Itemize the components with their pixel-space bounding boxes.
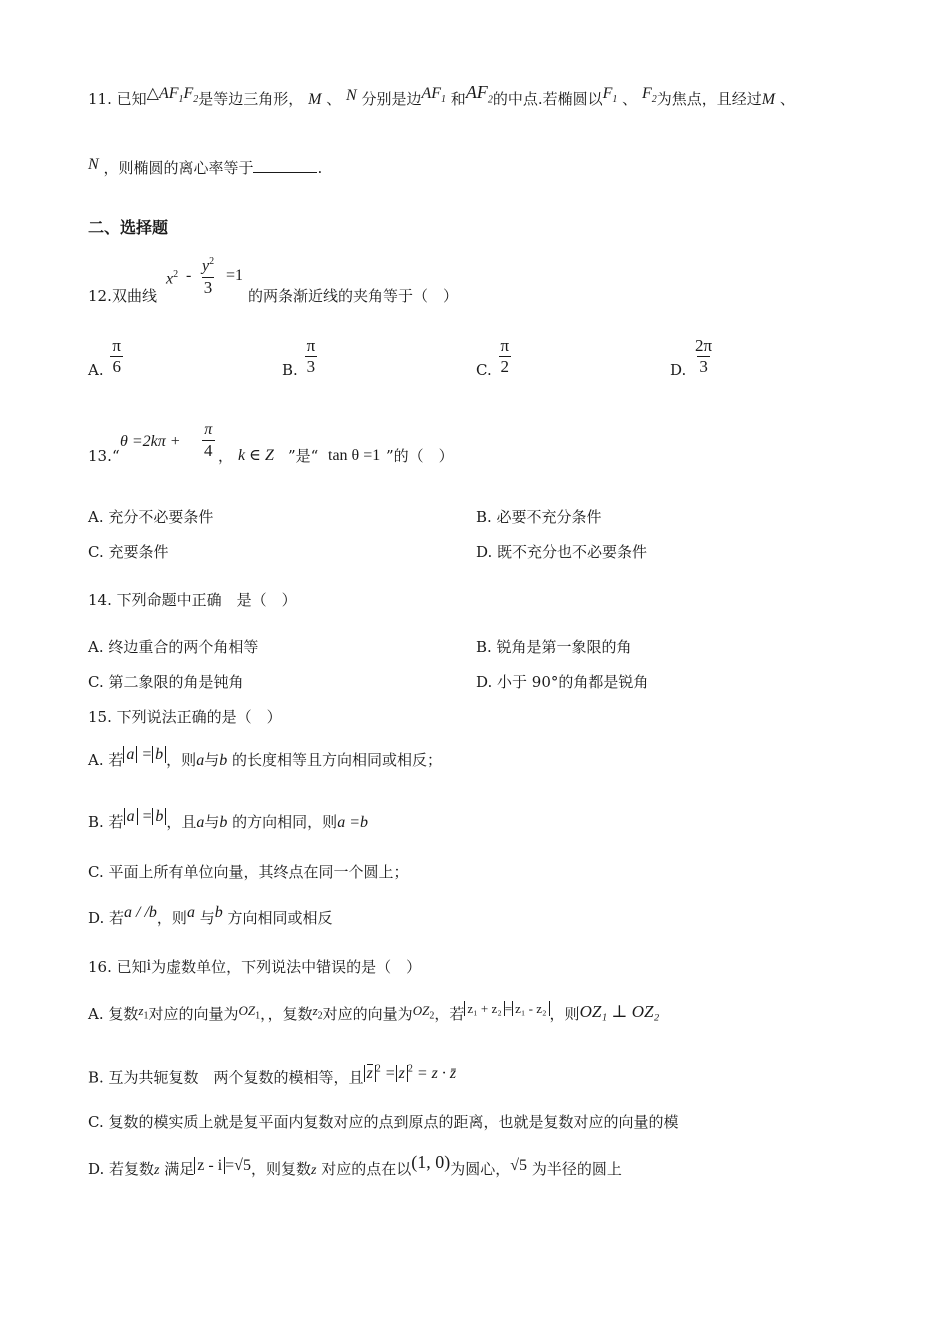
q13-option-a[interactable]: A. 充分不必要条件: [88, 508, 214, 526]
q11-text-4: 的中点.若椭圆以: [492, 90, 603, 108]
q13-option-b[interactable]: B. 必要不充分条件: [476, 508, 602, 526]
q11-answer-blank: [253, 158, 317, 173]
section-heading: 二、选择题: [88, 218, 169, 237]
q11-line1: 11. 已知$\triangle AF_1F_2$是等边三角形， M 、 N 分别是边$AF_1$ 和$AF_2$的中点.若椭圆以$F_1$ 、 $F_2$为焦点，且经过M 、: [88, 82, 795, 108]
q11-text-2: 是等边三角形，: [198, 90, 304, 108]
q11-f1: $F_1$: [602, 85, 618, 106]
q12-text-2: 的两条渐近线的夹角等于（ ）: [248, 287, 459, 305]
q15-stem: 15. 下列说法正确的是（ ）: [88, 708, 282, 726]
q14-option-d[interactable]: D. 小于 90°的角都是锐角: [476, 673, 649, 691]
q14-stem: 14. 下列命题中正确 是（ ）: [88, 591, 297, 609]
q13-option-c[interactable]: C. 充要条件: [88, 543, 169, 561]
q12-option-b[interactable]: B. $\frac{\pi}{3}$: [282, 336, 316, 379]
q14-option-a[interactable]: A. 终边重合的两个角相等: [88, 638, 259, 656]
q11-af2: $AF_2$: [465, 82, 493, 106]
q11-text-3: 分别是边: [361, 90, 422, 108]
q11-n2: N: [88, 156, 99, 173]
q12-number: 12.: [88, 287, 112, 305]
q16-stem: 16. 已知i为虚数单位，下列说法中错误的是（ ）: [88, 957, 422, 976]
q13-tan: tan θ =1: [328, 447, 381, 464]
q11-text-1: 已知: [116, 90, 147, 108]
q11-triangle: $\triangle AF_1F_2$: [146, 85, 199, 106]
q15-option-b[interactable]: B. 若 a = b ，且a与b 的方向相同，则a =b: [88, 808, 368, 831]
q16-option-d[interactable]: D. 若复数z 满足 z - i =√5，则复数z 对应的点在以(1, 0)为圆心，√5 为半径的圆上: [88, 1152, 622, 1178]
q16-option-a[interactable]: A. 复数$z_1$对应的向量为$OZ_1$，，复数$z_2$对应的向量为$OZ_2$，若 z₁ + z₂ = z₁ - z₂ ，则OZ₁ ⊥ OZ₂: [88, 1001, 660, 1023]
q15-option-d[interactable]: D. 若a / /b，则a 与b 方向相同或相反: [88, 904, 333, 927]
q13-fraction: $\frac{\pi}{4}$: [204, 421, 213, 460]
q11-number: 11.: [88, 90, 112, 108]
q12-option-c[interactable]: C. $\frac{\pi}{2}$: [476, 336, 510, 379]
q11-n: N: [346, 87, 357, 104]
q16-option-c[interactable]: C. 复数的模实质上就是复平面内复数对应的点到原点的距离，也就是复数对应的向量的模: [88, 1113, 679, 1131]
q12-option-d[interactable]: D. $\frac{2\pi}{3}$: [670, 336, 713, 379]
q12-option-a[interactable]: A. $\frac{\pi}{6}$: [88, 336, 121, 379]
q11-text-6: ，则椭圆的离心率等于: [103, 159, 254, 177]
q11-m: M: [308, 91, 322, 108]
q11-text-5: 为焦点，且经过: [656, 90, 762, 108]
q11-f2: $F_2$: [641, 85, 657, 106]
q11-af1: $AF_1$: [421, 85, 447, 106]
q12-text-1: 双曲线: [112, 287, 158, 305]
q16-option-b[interactable]: B. 互为共轭复数 两个复数的模相等，且 z $^2$ = z $^2$ = z · z̄: [88, 1064, 457, 1087]
q11-line2: N ，则椭圆的离心率等于 .: [88, 156, 323, 177]
q14-option-c[interactable]: C. 第二象限的角是钝角: [88, 673, 244, 691]
q14-option-b[interactable]: B. 锐角是第一象限的角: [476, 638, 632, 656]
q15-option-a[interactable]: A. 若 a = b ，则a与b 的长度相等且方向相同或相反；: [88, 746, 442, 769]
q13-option-d[interactable]: D. 既不充分也不必要条件: [476, 543, 648, 561]
q15-option-c[interactable]: C. 平面上所有单位向量，其终点在同一个圆上；: [88, 863, 409, 881]
q13-condition: θ =2kπ +: [120, 433, 181, 450]
